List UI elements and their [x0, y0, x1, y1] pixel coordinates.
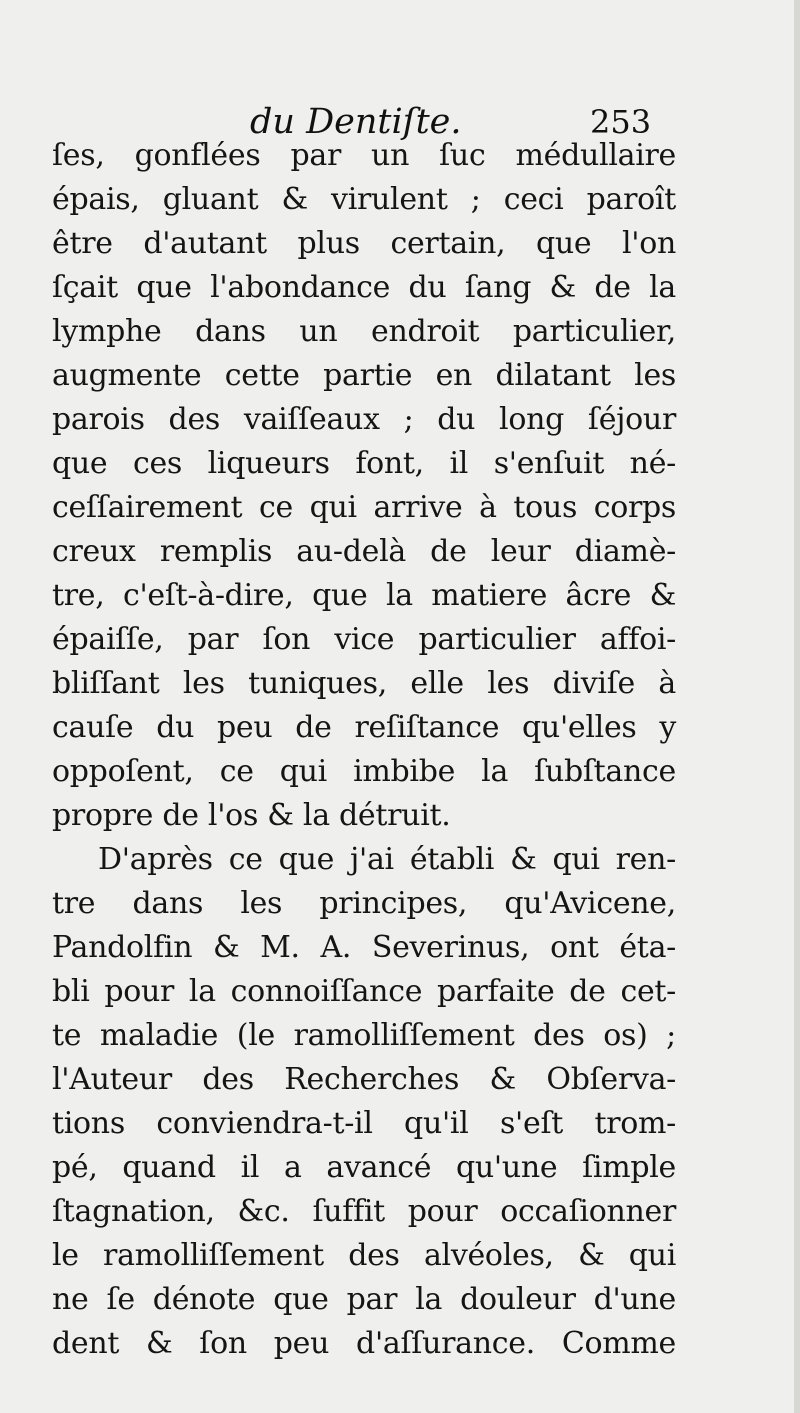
text-line: bliſſant les tuniques, elle les diviſe à [52, 666, 676, 701]
text-line: dent & ſon peu d'aſſurance. Comme [52, 1326, 676, 1361]
text-line: ſçait que l'abondance du ſang & de la [52, 270, 676, 305]
text-line: ſtagnation, &c. ſuffit pour occaſionner [52, 1194, 676, 1229]
text-line: parois des vaiſſeaux ; du long ſéjour [52, 402, 676, 437]
text-line: pé, quand il a avancé qu'une ſimple [52, 1150, 676, 1185]
text-line: D'après ce que j'ai établi & qui ren- [98, 842, 676, 877]
paragraph-1 [52, 134, 676, 838]
text-line: oppoſent, ce qui imbibe la ſubſtance [52, 754, 676, 789]
running-head: du Dentiſte. [250, 102, 462, 142]
text-line: cauſe du peu de reſiſtance qu'elles y [52, 710, 676, 745]
body-text [52, 134, 676, 1366]
text-line: le ramolliſſement des alvéoles, & qui [52, 1238, 676, 1273]
text-line: te maladie (le ramolliſſement des os) ; [52, 1018, 676, 1053]
paragraph-2 [52, 838, 676, 1366]
page-edge-shadow [794, 0, 800, 1413]
text-line: que ces liqueurs font, il s'enſuit né- [52, 446, 676, 481]
text-line: lymphe dans un endroit particulier, [52, 314, 676, 349]
text-line: propre de l'os & la détruit. [52, 798, 451, 833]
text-line: creux remplis au-delà de leur diamè- [52, 534, 676, 569]
text-line: épais, gluant & virulent ; ceci paroît [52, 182, 676, 217]
text-line: ne ſe dénote que par la douleur d'une [52, 1282, 676, 1317]
text-line: bli pour la connoiſſance parfaite de cet- [52, 974, 676, 1009]
text-line: l'Auteur des Recherches & Obſerva- [52, 1062, 676, 1097]
page-number: 253 [590, 103, 652, 141]
text-line: Pandolfin & M. A. Severinus, ont éta- [52, 930, 676, 965]
text-line: être d'autant plus certain, que l'on [52, 226, 676, 261]
text-line: tions conviendra-t-il qu'il s'eſt trom- [52, 1106, 676, 1141]
text-line: ceſſairement ce qui arrive à tous corps [52, 490, 676, 525]
text-line: épaiſſe, par ſon vice particulier affoi- [52, 622, 676, 657]
text-line: tre dans les principes, qu'Avicene, [52, 886, 676, 921]
text-line: tre, c'eſt-à-dire, que la matiere âcre & [52, 578, 676, 613]
text-line: augmente cette partie en dilatant les [52, 358, 676, 393]
text-line: ſes, gonflées par un ſuc médullaire [52, 138, 676, 173]
